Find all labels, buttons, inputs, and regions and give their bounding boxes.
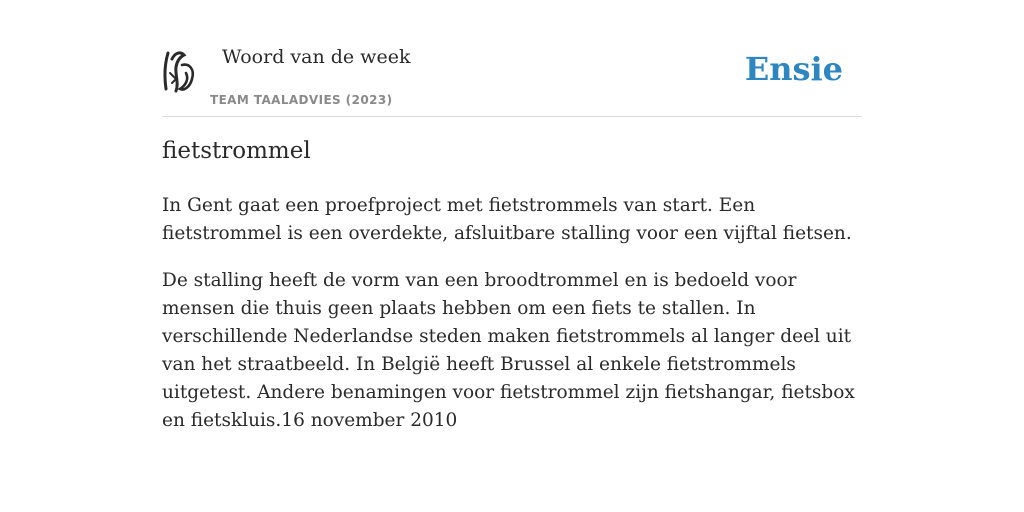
brand-logo-link[interactable]: Ensie xyxy=(744,50,843,88)
author-byline: TEAM TAALADVIES (2023) xyxy=(210,93,393,107)
article-paragraph: De stalling heeft de vorm van een broodtrommel en is bedoeld voor mensen die thuis geen plaats hebben om een fiets te stallen. In verschillende Nederlandse steden maken fietstrommels al langer deel uit van het straatbeeld. In België heeft Brussel al enkele fietstrommels uitgetest. Andere benamingen voor fietstrommel zijn fietshangar, fietsbox en fietskluis.16 november 2010 xyxy=(162,270,855,431)
article-title: fietstrommel xyxy=(162,138,311,164)
flemish-lion-logo-icon xyxy=(162,49,198,95)
article-paragraph: In Gent gaat een proefproject met fietstrommels van start. Een fietstrommel is een overdekte, afsluitbare stalling voor een vijftal fietsen. xyxy=(162,195,852,244)
article-header xyxy=(162,40,862,117)
section-kicker: Woord van de week xyxy=(222,46,411,68)
